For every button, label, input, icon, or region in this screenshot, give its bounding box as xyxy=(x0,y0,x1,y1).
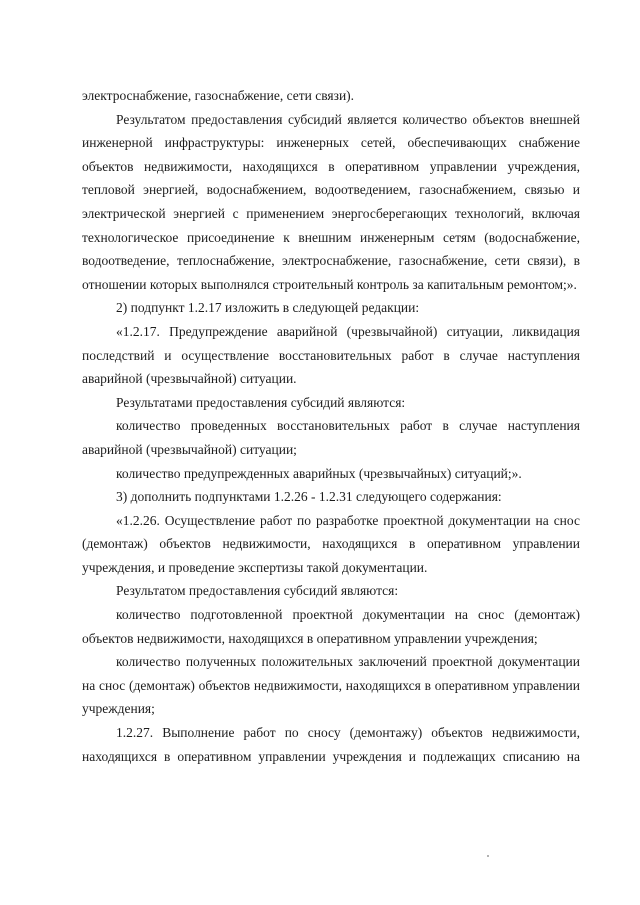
paragraph-prevented-count: количество предупрежденных аварийных (чрезвычайных) ситуаций;». xyxy=(116,465,522,481)
paragraph-result-infrastructure: Результатом предоставления субсидий является количество объектов внешней инженерной инфраструктуры: инженерных сетей, обеспечивающих снабжение объектов недвижимости, находящихся в оперативном управлении учреждения, тепловой энергией, водоснабжением, водоотведением, газоснабжением, связью и электрической энергией с применением энергосберегающих технологий, включая технологическое присоединение к внешним инженерным сетям (водоснабжение, водоотведение, теплоснабжение, электроснабжение, газоснабжение, сети связи), в отношении которых выполнялся строительный контроль за капитальным ремонтом;». xyxy=(82,111,580,292)
paragraph-1-2-26: «1.2.26. Осуществление работ по разработке проектной документации на снос (демонтаж) объектов недвижимости, находящихся в оперативном управлении учреждения, и проведение экспертизы такой документации. xyxy=(82,512,580,575)
document-body xyxy=(82,84,580,768)
paragraph-1-2-27: 1.2.27. Выполнение работ по сносу (демонтажу) объектов недвижимости, находящихся в оперативном управлении учреждения и подлежащих списанию на xyxy=(82,725,580,764)
paragraph-positive-conclusions: количество полученных положительных заключений проектной документации на снос (демонтаж) объектов недвижимости, находящихся в оперативном управлении учреждения; xyxy=(82,654,580,717)
paragraph-results-heading-1: Результатами предоставления субсидий являются: xyxy=(116,394,406,410)
paragraph-continuation: электроснабжение, газоснабжение, сети связи). xyxy=(82,88,355,103)
paragraph-results-heading-2: Результатом предоставления субсидий являются: xyxy=(116,583,399,599)
paragraph-docs-prepared: количество подготовленной проектной документации на снос (демонтаж) объектов недвижимости, находящихся в оперативном управлении учреждения; xyxy=(82,607,580,646)
scan-speck xyxy=(487,855,489,857)
paragraph-restoration-count: количество проведенных восстановительных работ в случае наступления аварийной (чрезвычайной) ситуации; xyxy=(82,418,580,457)
paragraph-item-3: 3) дополнить подпунктами 1.2.26 - 1.2.31 следующего содержания: xyxy=(116,489,502,505)
paragraph-item-2: 2) подпункт 1.2.17 изложить в следующей редакции: xyxy=(116,300,420,316)
paragraph-1-2-17: «1.2.17. Предупреждение аварийной (чрезвычайной) ситуации, ликвидация последствий и осуществление восстановительных работ в случае наступления аварийной (чрезвычайной) ситуации. xyxy=(82,323,580,387)
